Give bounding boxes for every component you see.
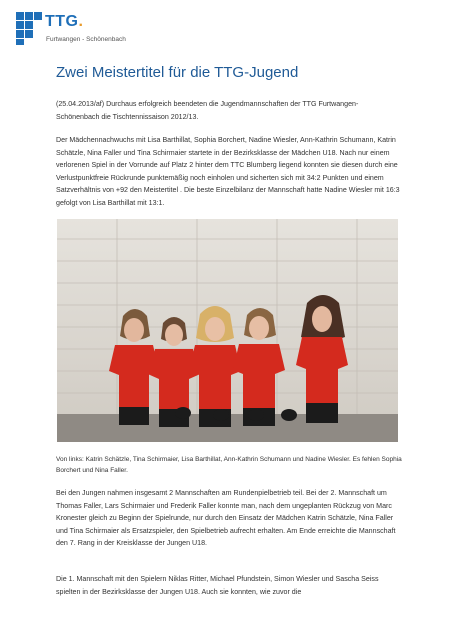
team-photo [57, 219, 398, 442]
logo-subtitle: Furtwangen - Schönenbach [46, 36, 126, 43]
girls-team-paragraph: Der Mädchennachwuchs mit Lisa Barthillat, Sophia Borchert, Nadine Wiesler, Ann-Kathrin Schumann, Katrin Schätzle, Nina Faller und Tina Schirmaier startete in der Bezirksklasse der Mädchen U18. Nach nur einem verlorenen Spiel in der Vorrunde auf Platz 2 hinter dem TTC Blumberg liegend konnten sie diesen durch eine Verlustpunktfreie Rückrunde punktemäßig noch einholen und sicherten sich mit 34:2 Punkten und einem Satzverhältnis von +92 den Meistertitel . Die beste Einzelbilanz der Mannschaft hatte Nadine Wiesler mit 16:3 gefolgt von Lisa Barthillat mit 13:1. [56, 136, 400, 208]
photo-caption: Von links: Katrin Schätzle, Tina Schirmaier, Lisa Barthillat, Ann-Kathrin Schumann und Nadine Wiesler. Es fehlen Sophia Borchert und Nina Faller. [56, 455, 402, 475]
boys-team-2-paragraph: Bei den Jungen nahmen insgesamt 2 Mannschaften am Rundenpielbetrieb teil. Bei der 2. Mannschaft um Thomas Faller, Lars Schirmaier und Frederik Faller konnte man, nach dem ungeplanten Rückzug von Marc Kronester gleich zu Beginn der Spielrunde, nur durch den Einsatz der Mädchen Katrin Schätzle, Nina Faller und Tina Schirmaier als Ersatzspieler, den Spielbetrieb aufrecht erhalten. Am Ende erreichte die Mannschaft den 7. Rang in der Kreisklasse der Jungen U18. [56, 489, 396, 548]
ttg-logo [16, 12, 166, 52]
logo-name: TTG. [45, 13, 84, 30]
logo-grid-icon [16, 12, 46, 46]
boys-team-1-paragraph: Die 1. Mannschaft mit den Spielern Niklas Ritter, Michael Pfundstein, Simon Wiesler und Sascha Seiss spielten in der Bezirksklasse der Jungen U18. Auch sie konnten, wie zuvor die [56, 575, 379, 596]
article-title: Zwei Meistertitel für die TTG-Jugend [56, 64, 299, 81]
intro-paragraph: (25.04.2013/af) Durchaus erfolgreich beendeten die Jugendmannschaften der TTG Furtwangen-Schönenbach die Tischtennissaison 2012/13. [56, 100, 359, 121]
